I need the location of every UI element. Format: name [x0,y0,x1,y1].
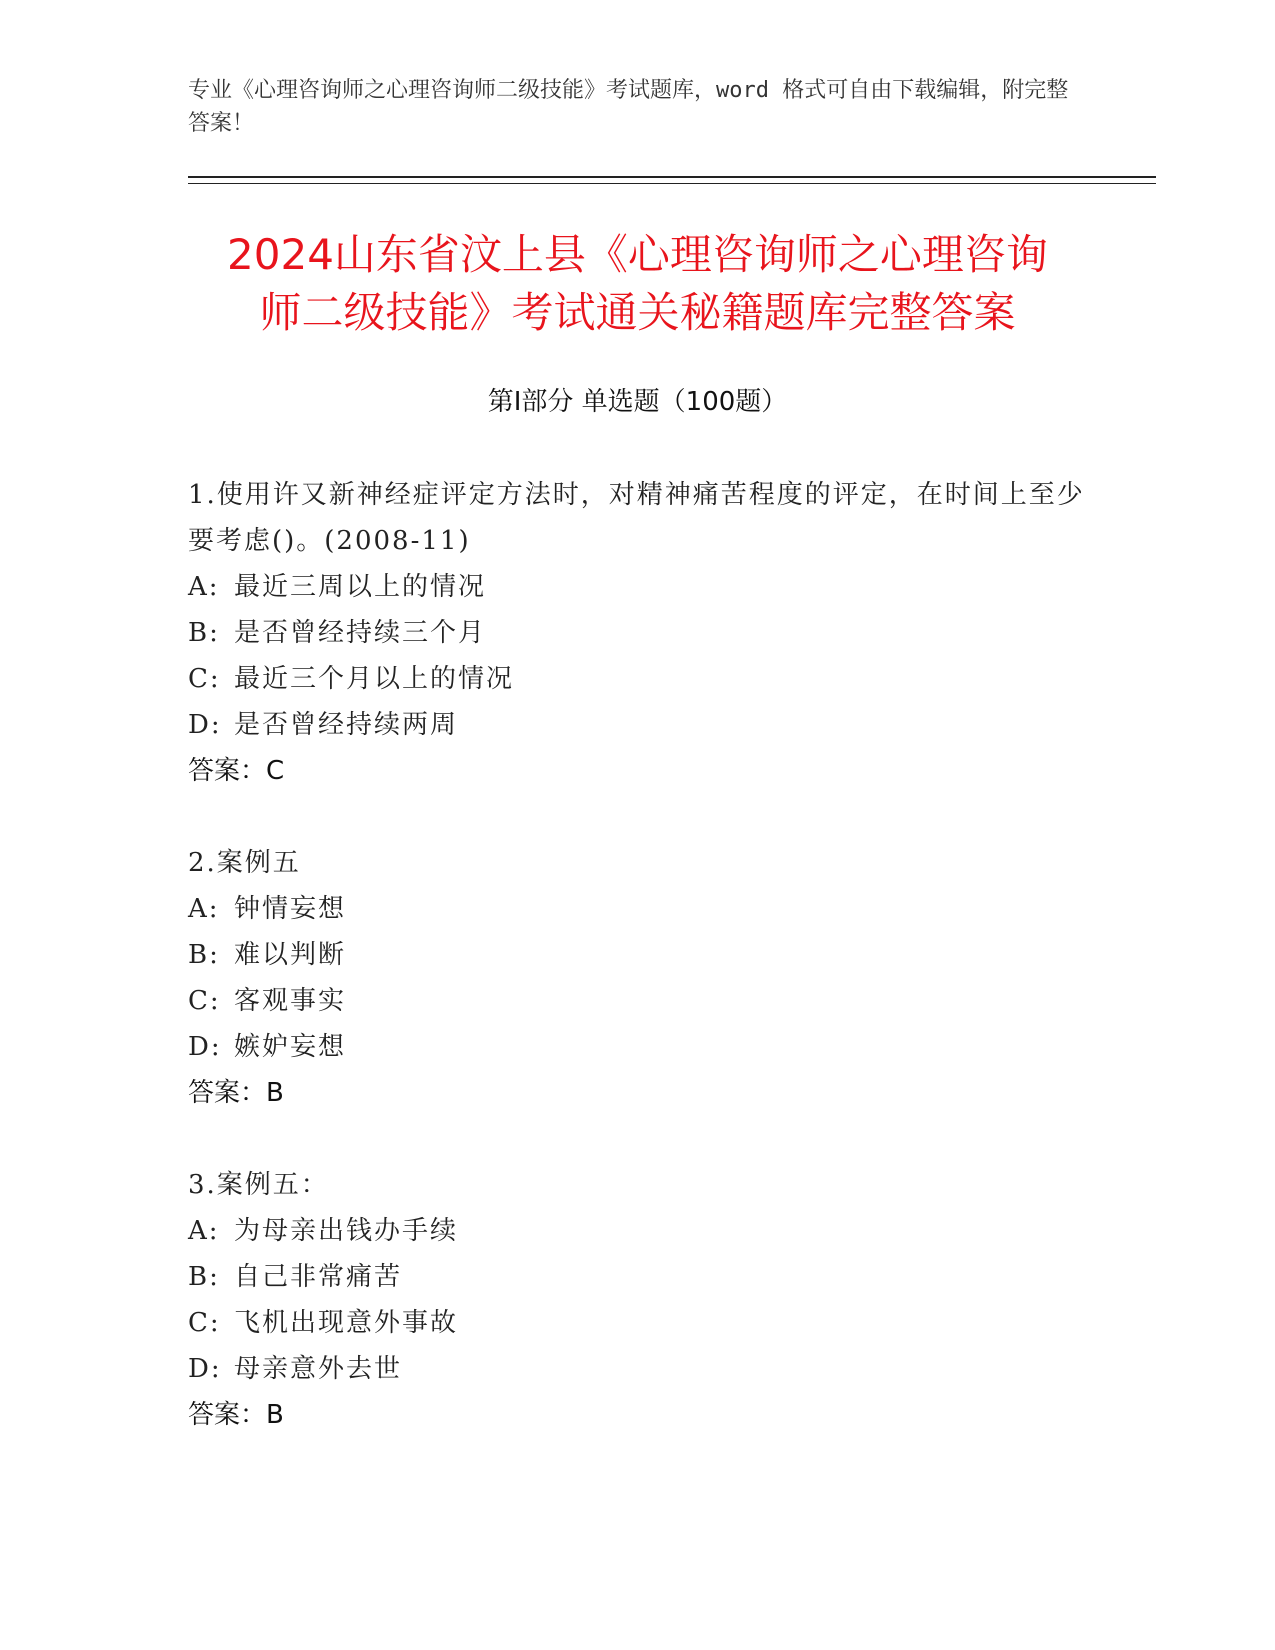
header-divider-thick [188,176,1156,178]
question-2 [188,840,1088,1116]
option-letter: A: [188,572,220,602]
option-letter: B: [188,940,220,970]
question-3 [188,1162,1088,1438]
option-text: 钟情妄想 [234,894,347,924]
option-text: 最近三周以上的情况 [234,572,487,602]
question-list [188,472,1088,1484]
option-b [188,1254,1088,1300]
option-letter: C: [188,986,221,1016]
option-letter: C: [188,664,221,694]
option-d [188,1024,1088,1070]
document-title-line1: 2024山东省汶上县《心理咨询师之心理咨询 [227,230,1048,279]
document-title [150,226,1125,342]
option-c [188,1300,1088,1346]
option-text: 最近三个月以上的情况 [234,664,515,694]
option-b [188,932,1088,978]
option-text: 难以判断 [234,940,347,970]
option-text: 是否曾经持续三个月 [234,618,487,648]
option-letter: D: [188,1032,222,1062]
header-note: 专业《心理咨询师之心理咨询师二级技能》考试题库，word 格式可自由下载编辑，附完整答案！ [188,78,1069,136]
option-text: 客观事实 [234,986,347,1016]
option-c [188,656,1088,702]
question-stem: 3.案例五： [188,1170,329,1200]
option-d [188,1346,1088,1392]
option-b [188,610,1088,656]
option-text: 自己非常痛苦 [234,1262,403,1292]
option-letter: C: [188,1308,221,1338]
question-1 [188,472,1088,794]
option-letter: A: [188,1216,220,1246]
option-d [188,702,1088,748]
option-text: 母亲意外去世 [234,1354,403,1384]
option-a [188,564,1088,610]
option-letter: D: [188,710,222,740]
question-stem: 1.使用许又新神经症评定方法时，对精神痛苦程度的评定，在时间上至少要考虑()。(2008-11) [188,480,1085,556]
section-title: 第Ⅰ部分 单选题（100题） [487,387,788,417]
option-c [188,978,1088,1024]
option-text: 是否曾经持续两周 [234,710,459,740]
option-text: 飞机出现意外事故 [234,1308,459,1338]
option-letter: A: [188,894,220,924]
answer-line: 答案：C [188,756,285,786]
header-divider-thin [188,183,1156,184]
option-a [188,886,1088,932]
answer-line: 答案：B [188,1400,284,1430]
option-a [188,1208,1088,1254]
option-letter: D: [188,1354,222,1384]
option-text: 嫉妒妄想 [234,1032,347,1062]
option-text: 为母亲出钱办手续 [234,1216,459,1246]
option-letter: B: [188,618,220,648]
answer-line: 答案：B [188,1078,284,1108]
option-letter: B: [188,1262,220,1292]
document-title-line2: 师二级技能》考试通关秘籍题库完整答案 [259,288,1016,337]
question-stem: 2.案例五 [188,848,301,878]
